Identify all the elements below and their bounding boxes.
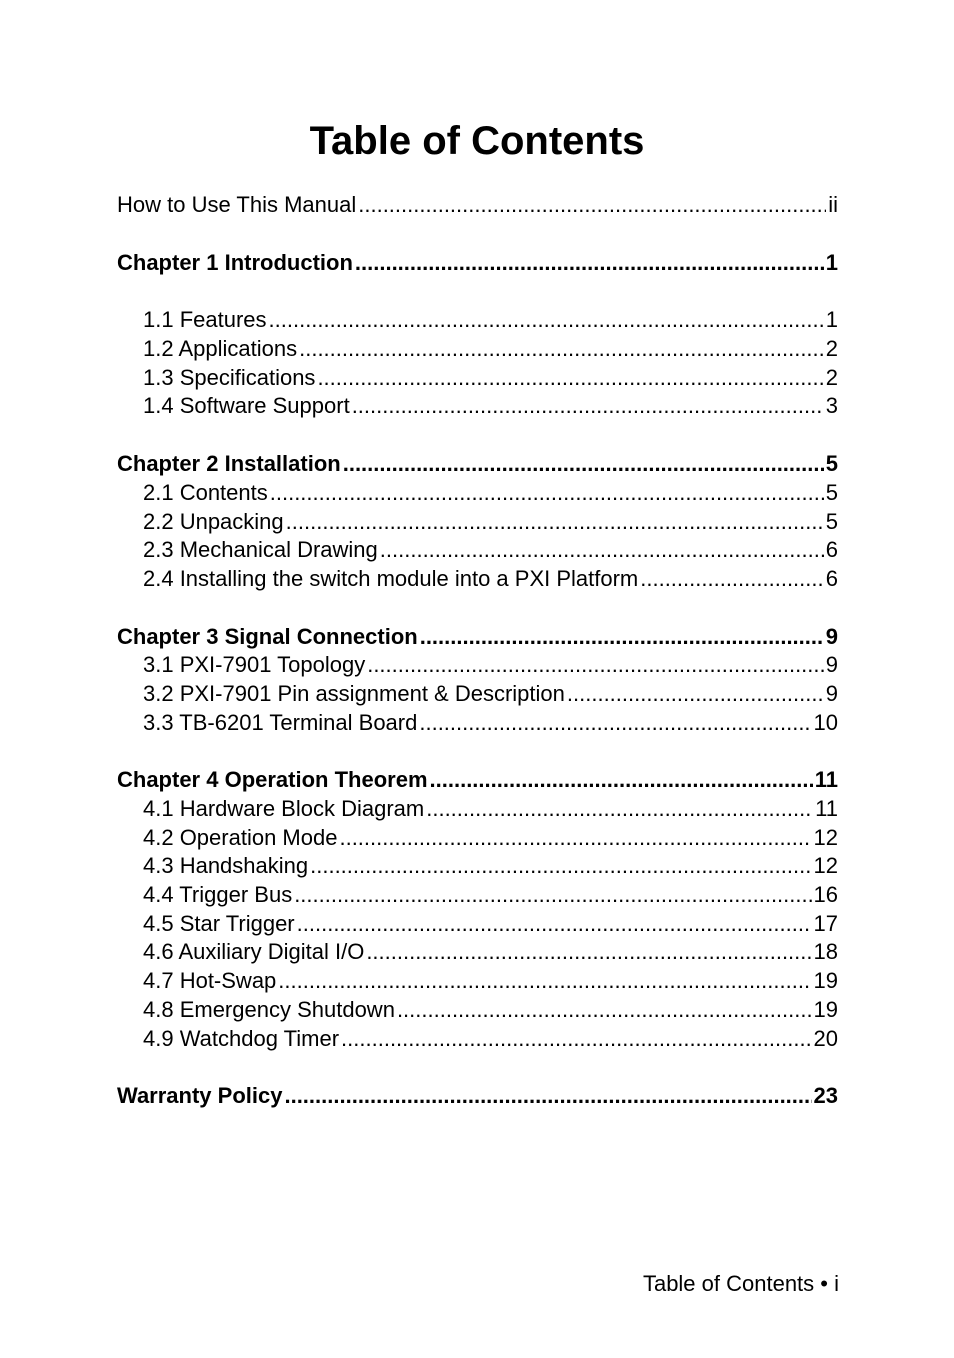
toc-entry-title: 4.7 Hot-Swap <box>143 968 277 994</box>
toc-chapter-entry[interactable] <box>117 450 838 479</box>
dot-leader <box>341 1025 811 1054</box>
toc-list <box>117 191 838 1111</box>
toc-entry-page: 2 <box>825 336 838 362</box>
dot-leader <box>380 536 824 565</box>
toc-entry-page: 20 <box>813 1025 838 1051</box>
toc-entry-page: 2 <box>825 364 838 390</box>
toc-entry-title: Chapter 3 Signal Connection <box>117 623 418 649</box>
dot-leader <box>420 623 824 652</box>
toc-section-entry[interactable] <box>117 881 838 910</box>
toc-chapter-entry[interactable] <box>117 249 838 278</box>
toc-section-entry[interactable] <box>117 392 838 421</box>
toc-chapter-entry[interactable] <box>117 1082 838 1111</box>
toc-section-entry[interactable] <box>117 996 838 1025</box>
toc-section-entry[interactable] <box>117 795 838 824</box>
toc-entry-title: 3.3 TB-6201 Terminal Board <box>143 709 418 735</box>
dot-leader <box>339 824 811 853</box>
toc-entry-title: 2.3 Mechanical Drawing <box>143 537 378 563</box>
dot-leader <box>355 249 824 278</box>
toc-entry-title: 1.3 Specifications <box>143 364 316 390</box>
dot-leader <box>358 191 826 220</box>
dot-leader <box>343 450 824 479</box>
toc-chapter-entry[interactable] <box>117 623 838 652</box>
toc-entry-title: How to Use This Manual <box>117 192 357 217</box>
toc-entry-page: 6 <box>825 537 838 563</box>
toc-entry-page: 23 <box>813 1083 838 1109</box>
toc-section-entry[interactable] <box>117 306 838 335</box>
dot-leader <box>397 996 812 1025</box>
toc-entry-page: 5 <box>825 451 838 477</box>
toc-entry-page: 17 <box>813 910 838 936</box>
dot-leader <box>284 1082 811 1111</box>
dot-leader <box>310 852 811 881</box>
toc-entry-title: Warranty Policy <box>117 1083 283 1109</box>
toc-entry-title: 4.2 Operation Mode <box>143 824 338 850</box>
dot-leader <box>278 967 811 996</box>
toc-entry-page: 19 <box>813 996 838 1022</box>
toc-entry-page: 12 <box>813 853 838 879</box>
dot-leader <box>419 709 811 738</box>
toc-entry-page: ii <box>828 192 838 217</box>
dot-leader <box>317 364 823 393</box>
toc-section-entry[interactable] <box>117 709 838 738</box>
toc-entry-title: 3.2 PXI-7901 Pin assignment & Description <box>143 680 565 706</box>
toc-entry-page: 6 <box>825 565 838 591</box>
toc-section-entry[interactable] <box>117 536 838 565</box>
toc-entry-page: 11 <box>815 796 838 821</box>
toc-chapter-entry[interactable] <box>117 766 838 795</box>
toc-entry-page: 10 <box>813 709 838 735</box>
toc-entry-page: 1 <box>825 307 838 333</box>
page-footer: Table of Contents • i <box>642 1271 839 1296</box>
toc-entry-title: 1.1 Features <box>143 307 267 333</box>
toc-entry-title: 2.4 Installing the switch module into a PXI Platform <box>143 565 639 591</box>
toc-entry-page: 11 <box>814 767 838 793</box>
toc-entry-page: 9 <box>825 680 838 706</box>
toc-section-entry[interactable] <box>117 967 838 996</box>
toc-entry-title: 1.4 Software Support <box>143 393 350 419</box>
toc-section-entry[interactable] <box>117 680 838 709</box>
toc-entry-title: 4.4 Trigger Bus <box>143 882 293 908</box>
toc-entry-page: 5 <box>825 479 838 505</box>
toc-entry-page: 12 <box>813 824 838 850</box>
toc-section-entry[interactable] <box>117 565 838 594</box>
toc-entry-title: 2.1 Contents <box>143 479 268 505</box>
toc-entry-page: 1 <box>825 249 838 275</box>
toc-entry-page: 16 <box>813 882 838 908</box>
toc-entry-title: 2.2 Unpacking <box>143 508 284 534</box>
dot-leader <box>297 910 812 939</box>
dot-leader <box>366 938 811 967</box>
dot-leader <box>430 766 813 795</box>
toc-entry-page: 3 <box>825 393 838 419</box>
toc-section-entry[interactable] <box>117 852 838 881</box>
dot-leader <box>640 565 824 594</box>
dot-leader <box>426 795 813 824</box>
toc-section-entry[interactable] <box>117 938 838 967</box>
dot-leader <box>367 651 824 680</box>
toc-entry-title: 1.2 Applications <box>143 336 298 362</box>
dot-leader <box>567 680 824 709</box>
toc-section-entry[interactable] <box>117 364 838 393</box>
dot-leader <box>286 508 824 537</box>
toc-section-entry[interactable] <box>117 479 838 508</box>
toc-section-entry[interactable] <box>117 910 838 939</box>
page-title: Table of Contents <box>309 119 645 163</box>
toc-entry-title: 4.5 Star Trigger <box>143 910 295 936</box>
toc-entry-title: 4.3 Handshaking <box>143 853 309 879</box>
toc-section-entry[interactable] <box>117 824 838 853</box>
toc-entry-title: 4.9 Watchdog Timer <box>143 1025 340 1051</box>
toc-section-entry[interactable] <box>117 651 838 680</box>
dot-leader <box>294 881 811 910</box>
toc-entry-page: 19 <box>813 968 838 994</box>
toc-section-entry[interactable] <box>117 335 838 364</box>
dot-leader <box>299 335 824 364</box>
toc-entry-page: 9 <box>825 652 838 678</box>
dot-leader <box>270 479 824 508</box>
toc-entry-title: 3.1 PXI-7901 Topology <box>143 652 366 678</box>
toc-entry-title: Chapter 2 Installation <box>117 451 341 477</box>
toc-chapter-entry[interactable] <box>117 191 838 220</box>
toc-entry-page: 5 <box>825 508 838 534</box>
toc-entry-title: Chapter 4 Operation Theorem <box>117 767 428 793</box>
toc-entry-title: 4.8 Emergency Shutdown <box>143 996 395 1022</box>
toc-entry-title: 4.6 Auxiliary Digital I/O <box>143 939 365 965</box>
dot-leader <box>352 392 824 421</box>
toc-entry-title: Chapter 1 Introduction <box>117 249 353 275</box>
dot-leader <box>269 306 824 335</box>
toc-section-entry[interactable] <box>117 1025 838 1054</box>
toc-section-entry[interactable] <box>117 508 838 537</box>
toc-entry-page: 9 <box>825 623 838 649</box>
toc-entry-title: 4.1 Hardware Block Diagram <box>143 796 425 821</box>
toc-entry-page: 18 <box>813 939 838 965</box>
